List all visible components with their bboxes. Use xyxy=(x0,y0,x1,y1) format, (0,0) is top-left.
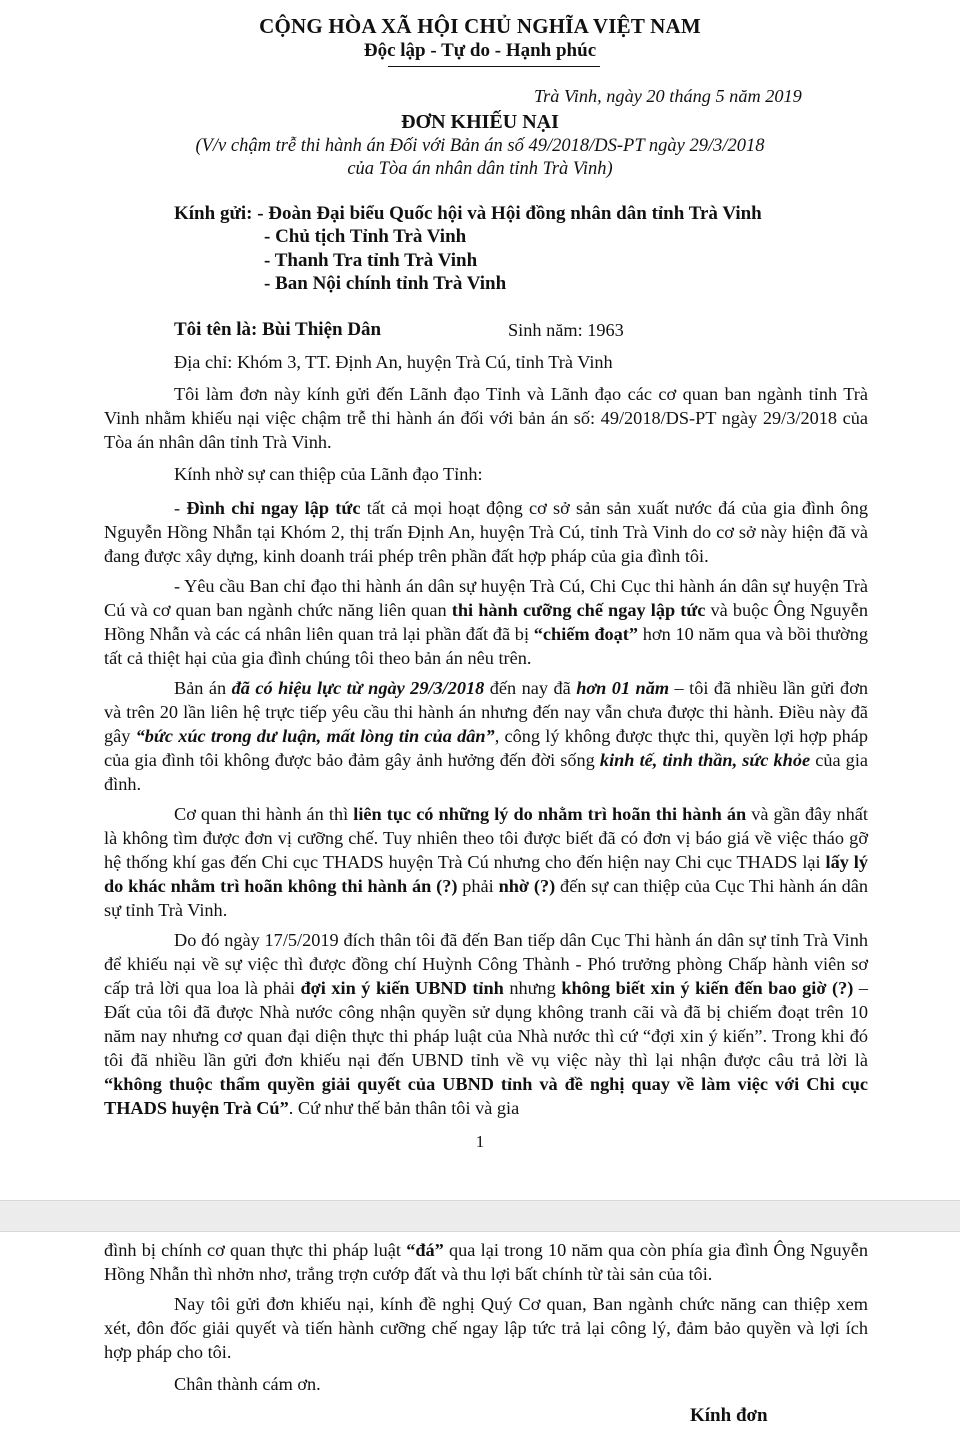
continuation-text-b: qua lại trong 10 năm qua còn phía gia đình Ông Nguyễn Hồng Nhẫn thì nhởn nhơ, trắng trợn cướp đất và thu lợi bất chính từ tài sản của tôi. xyxy=(104,1240,868,1284)
request-1-bullet: - xyxy=(174,498,187,518)
national-title: CỘNG HÒA XÃ HỘI CHỦ NGHĨA VIỆT NAM xyxy=(259,14,701,38)
request-2-bold-a: thi hành cưỡng chế ngay lập tức xyxy=(451,600,706,620)
document-title: ĐƠN KHIẾU NẠI xyxy=(401,111,559,133)
request-2-text-b: và buộc Ông Nguyễn Hồng Nhẫn và các cá nhân liên quan trả lại phần đất đã bị xyxy=(104,600,868,644)
request-1-text: tất cả mọi hoạt động cơ sở sản sản xuất nước đá của gia đình ông Nguyễn Hồng Nhẫn tại Khóm 2, thị trấn Định An, huyện Trà Cú, tỉnh Trà Vinh do cơ sở này hiện đã và đang được xây dựng, kinh doanh trái phép trên phần đất hợp pháp của gia đình tôi. xyxy=(104,498,868,566)
effect-text-b: đến nay đã xyxy=(484,678,577,698)
motto-underline xyxy=(388,66,600,67)
delay-bold-b: lấy lý do khác nhằm trì hoãn không thi hành án (?) xyxy=(104,852,868,896)
effect-text-d: , công lý không được thực thi, quyền lợi hợp pháp của gia đình tôi không được bảo đảm gây ảnh hưởng đến đời sống xyxy=(104,726,868,770)
visit-text-d: . Cứ như thế bản thân tôi và gia xyxy=(288,1098,520,1118)
sender-address: Địa chỉ: Khóm 3, TT. Định An, huyện Trà Cú, tỉnh Trà Vinh xyxy=(174,352,613,372)
paragraph-request-2 xyxy=(104,574,868,670)
request-2-bold-b: “chiếm đoạt” xyxy=(533,624,639,644)
delay-text-b: và gần đây nhất là không tìm được đơn vị cưỡng chế. Tuy nhiên theo tôi được biết đã có đơn vị báo giá về việc tháo gỡ hệ thống khí gas đến Chi cục THADS huyện Trà Cú nhưng cho đến hiện nay Chi cục THADS lại xyxy=(104,804,868,872)
purpose-line-1: Tôi làm đơn này kính gửi đến Lãnh đạo Tỉnh và Lãnh đạo các cơ quan ban ngành tỉnh xyxy=(174,384,838,404)
place-date: Trà Vinh, ngày 20 tháng 5 năm 2019 xyxy=(534,86,802,106)
paragraph-purpose xyxy=(104,382,868,454)
visit-bold-b: không biết xin ý kiến đến bao giờ (?) xyxy=(561,978,854,998)
closing: Kính đơn xyxy=(690,1405,768,1426)
effect-bold-c: “bức xúc trong dư luận, mất lòng tin của dân” xyxy=(135,726,495,746)
page-break xyxy=(0,1200,960,1232)
delay-bold-c: nhờ (?) xyxy=(498,876,556,896)
recipient-item: - Thanh Tra tỉnh Trà Vinh xyxy=(264,250,478,271)
sender-birth: Sinh năm: 1963 xyxy=(508,320,624,340)
effect-bold-a: đã có hiệu lực từ ngày 29/3/2018 xyxy=(231,678,485,698)
subject-line-1: (V/v chậm trễ thi hành án Đối với Bản án số 49/2018/DS-PT ngày 29/3/2018 xyxy=(195,136,765,156)
paragraph-request-1 xyxy=(104,496,868,568)
visit-text-b: nhưng xyxy=(503,978,562,998)
thanks: Chân thành cám ơn. xyxy=(174,1374,321,1394)
recipients-label xyxy=(174,203,762,225)
sender-name: Tôi tên là: Bùi Thiện Dân xyxy=(174,319,382,340)
request-2-text-a: - Yêu cầu Ban chỉ đạo thi hành án dân sự huyện Trà Cú, Chi Cục thi hành án dân sự huyện Trà Cú và cơ quan ban ngành chức năng liên quan xyxy=(104,576,868,620)
visit-bold-a: đợi xin ý kiến UBND tỉnh xyxy=(300,978,504,998)
paragraph-visit xyxy=(104,928,868,1120)
recipient-item: - Chủ tịch Tỉnh Trà Vinh xyxy=(264,226,467,247)
paragraph-effect xyxy=(104,676,868,796)
delay-bold-a: liên tục có những lý do nhằm trì hoãn thi hành án xyxy=(353,804,747,824)
continuation-bold: “đá” xyxy=(406,1240,444,1260)
recipient-item: - Ban Nội chính tỉnh Trà Vinh xyxy=(264,273,507,294)
visit-text-a: Do đó ngày 17/5/2019 đích thân tôi đã đến Ban tiếp dân Cục Thi hành án dân sự tỉnh Trà Vinh để khiếu nại về sự việc thì được đồng chí Huỳnh Công Thành - Phó trưởng phòng Chấp hành viên sơ cấp trả lời qua loa là phải xyxy=(104,930,868,998)
recipients-label-text: Kính gửi: xyxy=(174,203,253,224)
visit-text-c: – Đất của tôi đã được Nhà nước công nhận quyền sử dụng không tranh cãi và đã bị chiếm đoạt trên 10 năm nay nhưng cơ quan đại diện thực thi pháp luật của Nhà nước thì cứ “đợi xin ý kiến”. Trong khi đó tôi đã nhiều lần gửi đơn khiếu nại đến UBND tỉnh về vụ việc này thì lại nhận được câu trả lời là xyxy=(104,978,869,1070)
effect-bold-b: hơn 01 năm xyxy=(576,678,670,698)
paragraph-request-final: Nay tôi gửi đơn khiếu nại, kính đề nghị Quý Cơ quan, Ban ngành chức năng can thiệp xem xét, đôn đốc giải quyết và tiến hành cưỡng chế ngay lập tức trả lại công lý, đảm bảo quyền và lợi ích hợp pháp cho tôi. xyxy=(104,1294,868,1362)
effect-text-c: – tôi đã nhiều lần gửi đơn và trên 20 lần liên hệ trực tiếp yêu cầu thi hành án nhưng đến nay vẫn chưa được thi hành. Điều này đã gây xyxy=(104,678,868,746)
request-2-text-c: hơn 10 năm qua và bồi thường tất cả thiệt hại của gia đình chúng tôi theo bản án nêu trên. xyxy=(104,624,868,668)
request-1-bold: Đình chỉ ngay lập tức xyxy=(186,498,361,518)
continuation-text-a: đình bị chính cơ quan thực thi pháp luật xyxy=(104,1240,407,1260)
delay-text-c: phải xyxy=(457,876,499,896)
paragraph-delay xyxy=(104,802,868,922)
purpose-rest: Trà Vinh nhằm khiếu nại việc chậm trễ thi hành án đối với bản án số: 49/2018/DS-PT ngày 29/3/2018 của Tòa án nhân dân tỉnh Trà Vinh. xyxy=(104,384,868,452)
paragraph-request-intro: Kính nhờ sự can thiệp của Lãnh đạo Tỉnh: xyxy=(174,464,483,484)
document-page-2 xyxy=(0,1232,960,1442)
recipient-first: - Đoàn Đại biểu Quốc hội và Hội đồng nhân dân tỉnh Trà Vinh xyxy=(257,203,762,224)
national-motto: Độc lập - Tự do - Hạnh phúc xyxy=(363,40,597,61)
paragraph-continuation xyxy=(104,1238,868,1286)
effect-bold-d: kinh tế, tinh thần, sức khỏe xyxy=(599,750,811,770)
subject-line-2: của Tòa án nhân dân tỉnh Trà Vinh) xyxy=(347,159,613,179)
visit-bold-c: “không thuộc thẩm quyền giải quyết của UBND tỉnh và đề nghị quay về làm việc với Chi cục THADS huyện Trà Cú” xyxy=(104,1074,868,1118)
effect-text-a: Bản án xyxy=(174,678,232,698)
delay-text-a: Cơ quan thi hành án thì xyxy=(174,804,354,824)
page-number: 1 xyxy=(475,1132,485,1151)
delay-text-d: đến sự can thiệp của Cục Thi hành án dân sự tỉnh Trà Vinh. xyxy=(104,876,869,920)
effect-text-e: của gia đình. xyxy=(104,750,869,794)
